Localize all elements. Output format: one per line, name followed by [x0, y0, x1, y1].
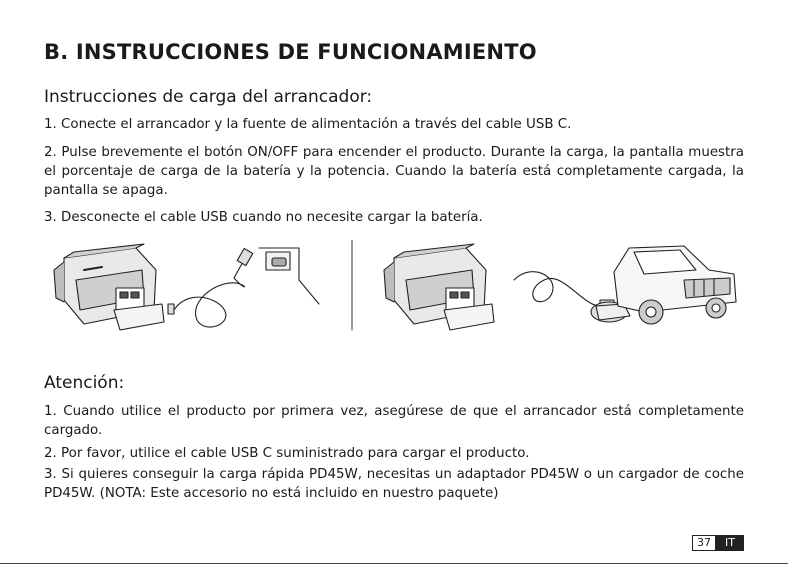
jump-starter-right-icon [384, 244, 494, 330]
charging-step-3: 3. Desconecte el cable USB cuando no necesite cargar la batería. [44, 210, 483, 225]
charging-illustration [44, 240, 744, 332]
usb-c-cable-icon [168, 248, 253, 327]
attention-item-3: 3. Si quieres conseguir la carga rápida PD45W, necesitas un adaptador PD45W o un cargador de coche PD45W. (NOTA: Este accesorio no está incluido en nuestro paquete) [44, 467, 744, 501]
charging-step-1: 1. Conecte el arrancador y la fuente de alimentación a través del cable USB C. [44, 117, 572, 132]
attention-item-2: 2. Por favor, utilice el cable USB C suministrado para cargar el producto. [44, 446, 530, 461]
attention-item-1: 1. Cuando utilice el producto por primera vez, asegúrese de que el arrancador está completamente cargado. [44, 404, 744, 438]
jump-starter-icon [54, 244, 164, 330]
page-number-value: 37 [692, 535, 716, 551]
charging-heading: Instrucciones de carga del arrancador: [44, 87, 373, 107]
language-badge: IT [716, 535, 744, 551]
page-title: B. INSTRUCCIONES DE FUNCIONAMIENTO [44, 40, 537, 64]
attention-heading: Atención: [44, 373, 125, 393]
page-number [692, 535, 744, 551]
bottom-divider [0, 563, 788, 564]
wall-outlet-icon [259, 248, 319, 304]
charging-step-2: 2. Pulse brevemente el botón ON/OFF para encender el producto. Durante la carga, la pantalla muestra el porcentaje de carga de la batería y la potencia. Cuando la batería está completamente cargada, la pantalla se apaga. [44, 145, 744, 198]
car-icon [614, 246, 736, 324]
